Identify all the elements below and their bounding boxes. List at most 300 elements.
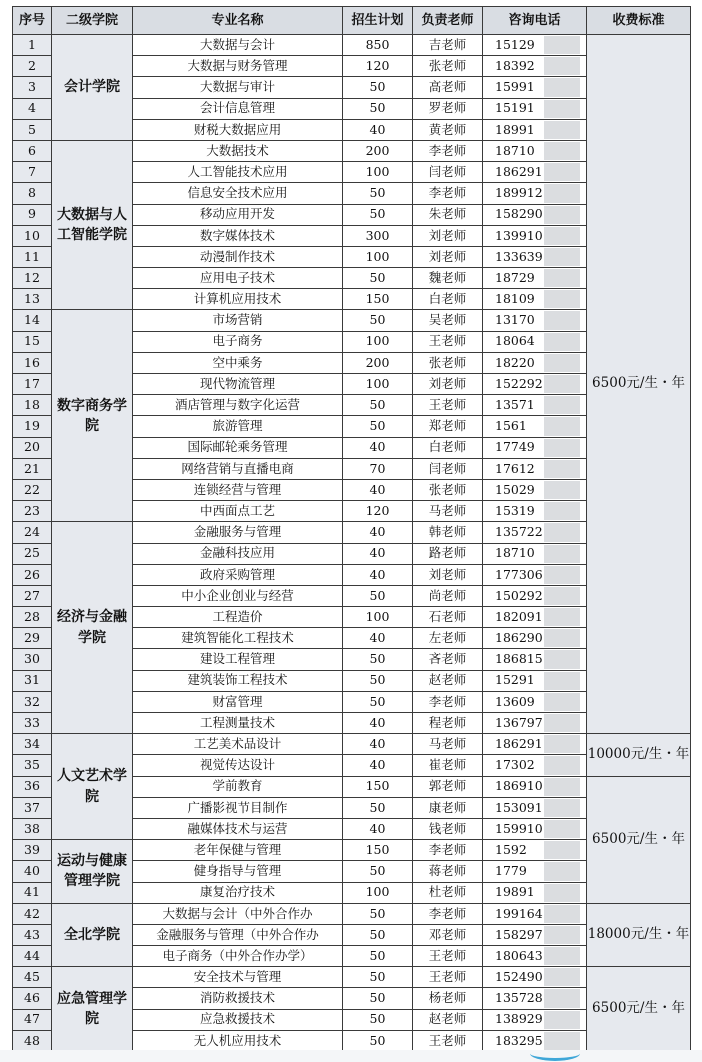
phone-redaction-blur (544, 756, 580, 774)
phone-redaction-blur (544, 735, 580, 753)
phone-cell (483, 458, 587, 479)
row-number: 35 (13, 755, 52, 776)
enrollment-plan: 200 (343, 140, 413, 161)
major-name: 无人机应用技术 (133, 1030, 343, 1051)
college-name: 会计学院 (52, 35, 133, 141)
phone-redaction-blur (544, 354, 580, 372)
phone-cell (483, 797, 587, 818)
phone-cell (483, 607, 587, 628)
phone-number: 186291 (495, 163, 543, 179)
teacher-name: 马老师 (413, 734, 483, 755)
bottom-strip (0, 1050, 702, 1062)
teacher-name: 吴老师 (413, 310, 483, 331)
phone-cell (483, 755, 587, 776)
college-name: 应急管理学院 (52, 967, 133, 1052)
header-major: 专业名称 (133, 7, 343, 35)
teacher-name: 赵老师 (413, 670, 483, 691)
teacher-name: 杨老师 (413, 988, 483, 1009)
teacher-name: 李老师 (413, 903, 483, 924)
row-number: 24 (13, 522, 52, 543)
teacher-name: 刘老师 (413, 374, 483, 395)
phone-number: 189912 (495, 185, 543, 201)
phone-number: 15319 (495, 502, 535, 518)
phone-cell (483, 56, 587, 77)
row-number: 19 (13, 416, 52, 437)
phone-cell (483, 204, 587, 225)
row-number: 44 (13, 946, 52, 967)
admissions-table (12, 6, 691, 1052)
major-name: 国际邮轮乘务管理 (133, 437, 343, 458)
teacher-name: 高老师 (413, 77, 483, 98)
phone-redaction-blur (544, 947, 580, 965)
enrollment-plan: 50 (343, 861, 413, 882)
phone-redaction-blur (544, 206, 580, 224)
major-name: 老年保健与管理 (133, 840, 343, 861)
header-fee: 收费标准 (587, 7, 691, 35)
major-name: 康复治疗技术 (133, 882, 343, 903)
major-name: 移动应用开发 (133, 204, 343, 225)
phone-number: 18220 (495, 354, 535, 370)
college-name: 人文艺术学院 (52, 734, 133, 840)
phone-redaction-blur (544, 1032, 580, 1050)
enrollment-plan: 40 (343, 734, 413, 755)
major-name: 安全技术与管理 (133, 967, 343, 988)
row-number: 25 (13, 543, 52, 564)
major-name: 广播影视节目制作 (133, 797, 343, 818)
phone-redaction-blur (544, 502, 580, 520)
enrollment-plan: 50 (343, 98, 413, 119)
row-number: 7 (13, 162, 52, 183)
phone-redaction-blur (544, 884, 580, 902)
major-name: 计算机应用技术 (133, 289, 343, 310)
phone-redaction-blur (544, 545, 580, 563)
fee-standard: 6500元/生・年 (587, 967, 691, 1052)
phone-redaction-blur (544, 778, 580, 796)
phone-number: 17302 (495, 757, 535, 773)
phone-number: 13571 (495, 397, 535, 413)
phone-number: 153091 (495, 799, 543, 815)
phone-redaction-blur (544, 460, 580, 478)
enrollment-plan: 50 (343, 946, 413, 967)
enrollment-plan: 50 (343, 268, 413, 289)
phone-redaction-blur (544, 163, 580, 181)
phone-cell (483, 882, 587, 903)
row-number: 23 (13, 501, 52, 522)
phone-cell (483, 818, 587, 839)
phone-redaction-blur (544, 608, 580, 626)
fee-standard: 6500元/生・年 (587, 776, 691, 903)
teacher-name: 王老师 (413, 946, 483, 967)
teacher-name: 张老师 (413, 352, 483, 373)
major-name: 大数据与审计 (133, 77, 343, 98)
phone-number: 1561 (495, 418, 527, 434)
enrollment-plan: 50 (343, 585, 413, 606)
major-name: 空中乘务 (133, 352, 343, 373)
teacher-name: 王老师 (413, 331, 483, 352)
college-name: 全北学院 (52, 903, 133, 967)
row-number: 16 (13, 352, 52, 373)
row-number: 46 (13, 988, 52, 1009)
enrollment-plan: 50 (343, 1030, 413, 1051)
phone-redaction-blur (544, 1011, 580, 1029)
teacher-name: 邓老师 (413, 924, 483, 945)
phone-cell (483, 119, 587, 140)
phone-number: 19891 (495, 884, 535, 900)
phone-cell (483, 437, 587, 458)
enrollment-plan: 40 (343, 437, 413, 458)
phone-number: 18064 (495, 333, 535, 349)
enrollment-plan: 50 (343, 691, 413, 712)
phone-redaction-blur (544, 417, 580, 435)
major-name: 网络营销与直播电商 (133, 458, 343, 479)
row-number: 8 (13, 183, 52, 204)
phone-number: 183295 (495, 1032, 543, 1048)
phone-redaction-blur (544, 841, 580, 859)
enrollment-plan: 300 (343, 225, 413, 246)
major-name: 中西面点工艺 (133, 501, 343, 522)
row-number: 36 (13, 776, 52, 797)
enrollment-plan: 40 (343, 119, 413, 140)
phone-cell (483, 988, 587, 1009)
row-number: 3 (13, 77, 52, 98)
major-name: 旅游管理 (133, 416, 343, 437)
row-number: 4 (13, 98, 52, 119)
teacher-name: 赵老师 (413, 1009, 483, 1030)
row-number: 47 (13, 1009, 52, 1030)
teacher-name: 李老师 (413, 183, 483, 204)
row-number: 27 (13, 585, 52, 606)
phone-number: 186910 (495, 778, 543, 794)
phone-cell (483, 225, 587, 246)
major-name: 融媒体技术与运营 (133, 818, 343, 839)
phone-redaction-blur (544, 142, 580, 160)
row-number: 28 (13, 607, 52, 628)
phone-number: 182091 (495, 608, 543, 624)
row-number: 41 (13, 882, 52, 903)
phone-cell (483, 77, 587, 98)
row-number: 29 (13, 628, 52, 649)
enrollment-plan: 120 (343, 56, 413, 77)
phone-number: 150292 (495, 587, 543, 603)
enrollment-plan: 50 (343, 77, 413, 98)
phone-redaction-blur (544, 57, 580, 75)
phone-cell (483, 268, 587, 289)
phone-cell (483, 395, 587, 416)
phone-number: 13170 (495, 312, 535, 328)
teacher-name: 郑老师 (413, 416, 483, 437)
phone-number: 186815 (495, 651, 543, 667)
row-number: 32 (13, 691, 52, 712)
phone-number: 135728 (495, 990, 543, 1006)
phone-cell (483, 649, 587, 670)
phone-redaction-blur (544, 714, 580, 732)
table-row (13, 967, 691, 988)
phone-cell (483, 946, 587, 967)
teacher-name: 闫老师 (413, 458, 483, 479)
row-number: 20 (13, 437, 52, 458)
phone-cell (483, 564, 587, 585)
phone-redaction-blur (544, 100, 580, 118)
major-name: 建筑智能化工程技术 (133, 628, 343, 649)
phone-number: 135722 (495, 524, 543, 540)
header-plan: 招生计划 (343, 7, 413, 35)
phone-cell (483, 691, 587, 712)
enrollment-plan: 50 (343, 204, 413, 225)
major-name: 信息安全技术应用 (133, 183, 343, 204)
enrollment-plan: 50 (343, 903, 413, 924)
row-number: 11 (13, 246, 52, 267)
enrollment-plan: 50 (343, 649, 413, 670)
phone-cell (483, 776, 587, 797)
phone-number: 152490 (495, 969, 543, 985)
teacher-name: 钱老师 (413, 818, 483, 839)
major-name: 工艺美术品设计 (133, 734, 343, 755)
major-name: 学前教育 (133, 776, 343, 797)
phone-redaction-blur (544, 799, 580, 817)
phone-number: 139910 (495, 227, 543, 243)
major-name: 健身指导与管理 (133, 861, 343, 882)
major-name: 人工智能技术应用 (133, 162, 343, 183)
phone-cell (483, 140, 587, 161)
major-name: 大数据技术 (133, 140, 343, 161)
row-number: 9 (13, 204, 52, 225)
teacher-name: 郭老师 (413, 776, 483, 797)
phone-cell (483, 840, 587, 861)
row-number: 10 (13, 225, 52, 246)
teacher-name: 王老师 (413, 1030, 483, 1051)
teacher-name: 闫老师 (413, 162, 483, 183)
enrollment-plan: 40 (343, 522, 413, 543)
phone-cell (483, 35, 587, 56)
enrollment-plan: 100 (343, 162, 413, 183)
major-name: 金融服务与管理（中外合作办 (133, 924, 343, 945)
row-number: 30 (13, 649, 52, 670)
enrollment-plan: 120 (343, 501, 413, 522)
phone-number: 15129 (495, 36, 535, 52)
phone-redaction-blur (544, 375, 580, 393)
enrollment-plan: 70 (343, 458, 413, 479)
phone-cell (483, 861, 587, 882)
row-number: 21 (13, 458, 52, 479)
teacher-name: 路老师 (413, 543, 483, 564)
phone-number: 158290 (495, 206, 543, 222)
enrollment-plan: 50 (343, 988, 413, 1009)
phone-cell (483, 501, 587, 522)
row-number: 22 (13, 479, 52, 500)
major-name: 大数据与会计 (133, 35, 343, 56)
teacher-name: 杜老师 (413, 882, 483, 903)
phone-cell (483, 331, 587, 352)
major-name: 连锁经营与管理 (133, 479, 343, 500)
major-name: 视觉传达设计 (133, 755, 343, 776)
phone-redaction-blur (544, 672, 580, 690)
phone-redaction-blur (544, 523, 580, 541)
enrollment-plan: 40 (343, 818, 413, 839)
row-number: 12 (13, 268, 52, 289)
header-no: 序号 (13, 7, 52, 35)
teacher-name: 刘老师 (413, 246, 483, 267)
phone-redaction-blur (544, 269, 580, 287)
header-teacher: 负责老师 (413, 7, 483, 35)
phone-number: 180643 (495, 947, 543, 963)
header-row (13, 7, 691, 35)
phone-redaction-blur (544, 311, 580, 329)
major-name: 现代物流管理 (133, 374, 343, 395)
phone-number: 1592 (495, 841, 527, 857)
fee-standard: 6500元/生・年 (587, 35, 691, 734)
row-number: 17 (13, 374, 52, 395)
enrollment-plan: 40 (343, 543, 413, 564)
phone-redaction-blur (544, 968, 580, 986)
phone-redaction-blur (544, 439, 580, 457)
phone-number: 138929 (495, 1011, 543, 1027)
row-number: 33 (13, 713, 52, 734)
major-name: 财富管理 (133, 691, 343, 712)
phone-number: 15029 (495, 481, 535, 497)
phone-redaction-blur (544, 227, 580, 245)
phone-cell (483, 289, 587, 310)
header-college: 二级学院 (52, 7, 133, 35)
enrollment-plan: 100 (343, 374, 413, 395)
teacher-name: 刘老师 (413, 564, 483, 585)
teacher-name: 李老师 (413, 140, 483, 161)
teacher-name: 朱老师 (413, 204, 483, 225)
phone-number: 1779 (495, 863, 527, 879)
phone-cell (483, 1009, 587, 1030)
row-number: 6 (13, 140, 52, 161)
row-number: 39 (13, 840, 52, 861)
teacher-name: 张老师 (413, 56, 483, 77)
phone-cell (483, 670, 587, 691)
phone-number: 186291 (495, 736, 543, 752)
teacher-name: 罗老师 (413, 98, 483, 119)
enrollment-plan: 50 (343, 924, 413, 945)
enrollment-plan: 100 (343, 607, 413, 628)
teacher-name: 吉老师 (413, 35, 483, 56)
major-name: 会计信息管理 (133, 98, 343, 119)
row-number: 40 (13, 861, 52, 882)
phone-number: 186290 (495, 630, 543, 646)
college-name: 数字商务学院 (52, 310, 133, 522)
phone-number: 17612 (495, 460, 535, 476)
college-name: 经济与金融学院 (52, 522, 133, 734)
row-number: 48 (13, 1030, 52, 1051)
major-name: 动漫制作技术 (133, 246, 343, 267)
enrollment-plan: 150 (343, 840, 413, 861)
teacher-name: 白老师 (413, 289, 483, 310)
major-name: 建设工程管理 (133, 649, 343, 670)
enrollment-plan: 100 (343, 246, 413, 267)
phone-redaction-blur (544, 396, 580, 414)
phone-redaction-blur (544, 989, 580, 1007)
major-name: 财税大数据应用 (133, 119, 343, 140)
phone-redaction-blur (544, 481, 580, 499)
phone-cell (483, 162, 587, 183)
teacher-name: 吝老师 (413, 649, 483, 670)
enrollment-plan: 50 (343, 967, 413, 988)
phone-redaction-blur (544, 121, 580, 139)
table-row (13, 734, 691, 755)
phone-cell (483, 713, 587, 734)
major-name: 消防救援技术 (133, 988, 343, 1009)
row-number: 1 (13, 35, 52, 56)
enrollment-plan: 100 (343, 331, 413, 352)
major-name: 金融服务与管理 (133, 522, 343, 543)
table-body (13, 35, 691, 1052)
phone-number: 199164 (495, 905, 543, 921)
major-name: 建筑装饰工程技术 (133, 670, 343, 691)
teacher-name: 白老师 (413, 437, 483, 458)
phone-cell (483, 98, 587, 119)
enrollment-plan: 200 (343, 352, 413, 373)
enrollment-plan: 40 (343, 755, 413, 776)
major-name: 应急救援技术 (133, 1009, 343, 1030)
enrollment-plan: 50 (343, 183, 413, 204)
header-phone: 咨询电话 (483, 7, 587, 35)
phone-cell (483, 903, 587, 924)
enrollment-plan: 50 (343, 310, 413, 331)
phone-redaction-blur (544, 905, 580, 923)
phone-redaction-blur (544, 862, 580, 880)
phone-number: 15191 (495, 100, 535, 116)
phone-redaction-blur (544, 587, 580, 605)
phone-number: 15991 (495, 79, 535, 95)
phone-redaction-blur (544, 36, 580, 54)
teacher-name: 张老师 (413, 479, 483, 500)
phone-cell (483, 543, 587, 564)
phone-redaction-blur (544, 248, 580, 266)
teacher-name: 程老师 (413, 713, 483, 734)
phone-cell (483, 183, 587, 204)
row-number: 45 (13, 967, 52, 988)
major-name: 数字媒体技术 (133, 225, 343, 246)
major-name: 政府采购管理 (133, 564, 343, 585)
enrollment-plan: 50 (343, 797, 413, 818)
phone-cell (483, 416, 587, 437)
phone-redaction-blur (544, 693, 580, 711)
college-name: 大数据与人工智能学院 (52, 140, 133, 310)
phone-redaction-blur (544, 650, 580, 668)
major-name: 电子商务（中外合作办学） (133, 946, 343, 967)
phone-cell (483, 246, 587, 267)
teacher-name: 王老师 (413, 967, 483, 988)
enrollment-plan: 50 (343, 670, 413, 691)
phone-cell (483, 374, 587, 395)
major-name: 工程测量技术 (133, 713, 343, 734)
phone-redaction-blur (544, 290, 580, 308)
row-number: 43 (13, 924, 52, 945)
phone-number: 18729 (495, 269, 535, 285)
row-number: 31 (13, 670, 52, 691)
enrollment-plan: 40 (343, 628, 413, 649)
major-name: 酒店管理与数字化运营 (133, 395, 343, 416)
row-number: 14 (13, 310, 52, 331)
row-number: 2 (13, 56, 52, 77)
teacher-name: 左老师 (413, 628, 483, 649)
phone-cell (483, 585, 587, 606)
phone-number: 159910 (495, 820, 543, 836)
enrollment-plan: 150 (343, 776, 413, 797)
teacher-name: 马老师 (413, 501, 483, 522)
enrollment-plan: 40 (343, 713, 413, 734)
teacher-name: 刘老师 (413, 225, 483, 246)
major-name: 工程造价 (133, 607, 343, 628)
row-number: 18 (13, 395, 52, 416)
phone-cell (483, 734, 587, 755)
teacher-name: 蒋老师 (413, 861, 483, 882)
phone-redaction-blur (544, 926, 580, 944)
major-name: 市场营销 (133, 310, 343, 331)
